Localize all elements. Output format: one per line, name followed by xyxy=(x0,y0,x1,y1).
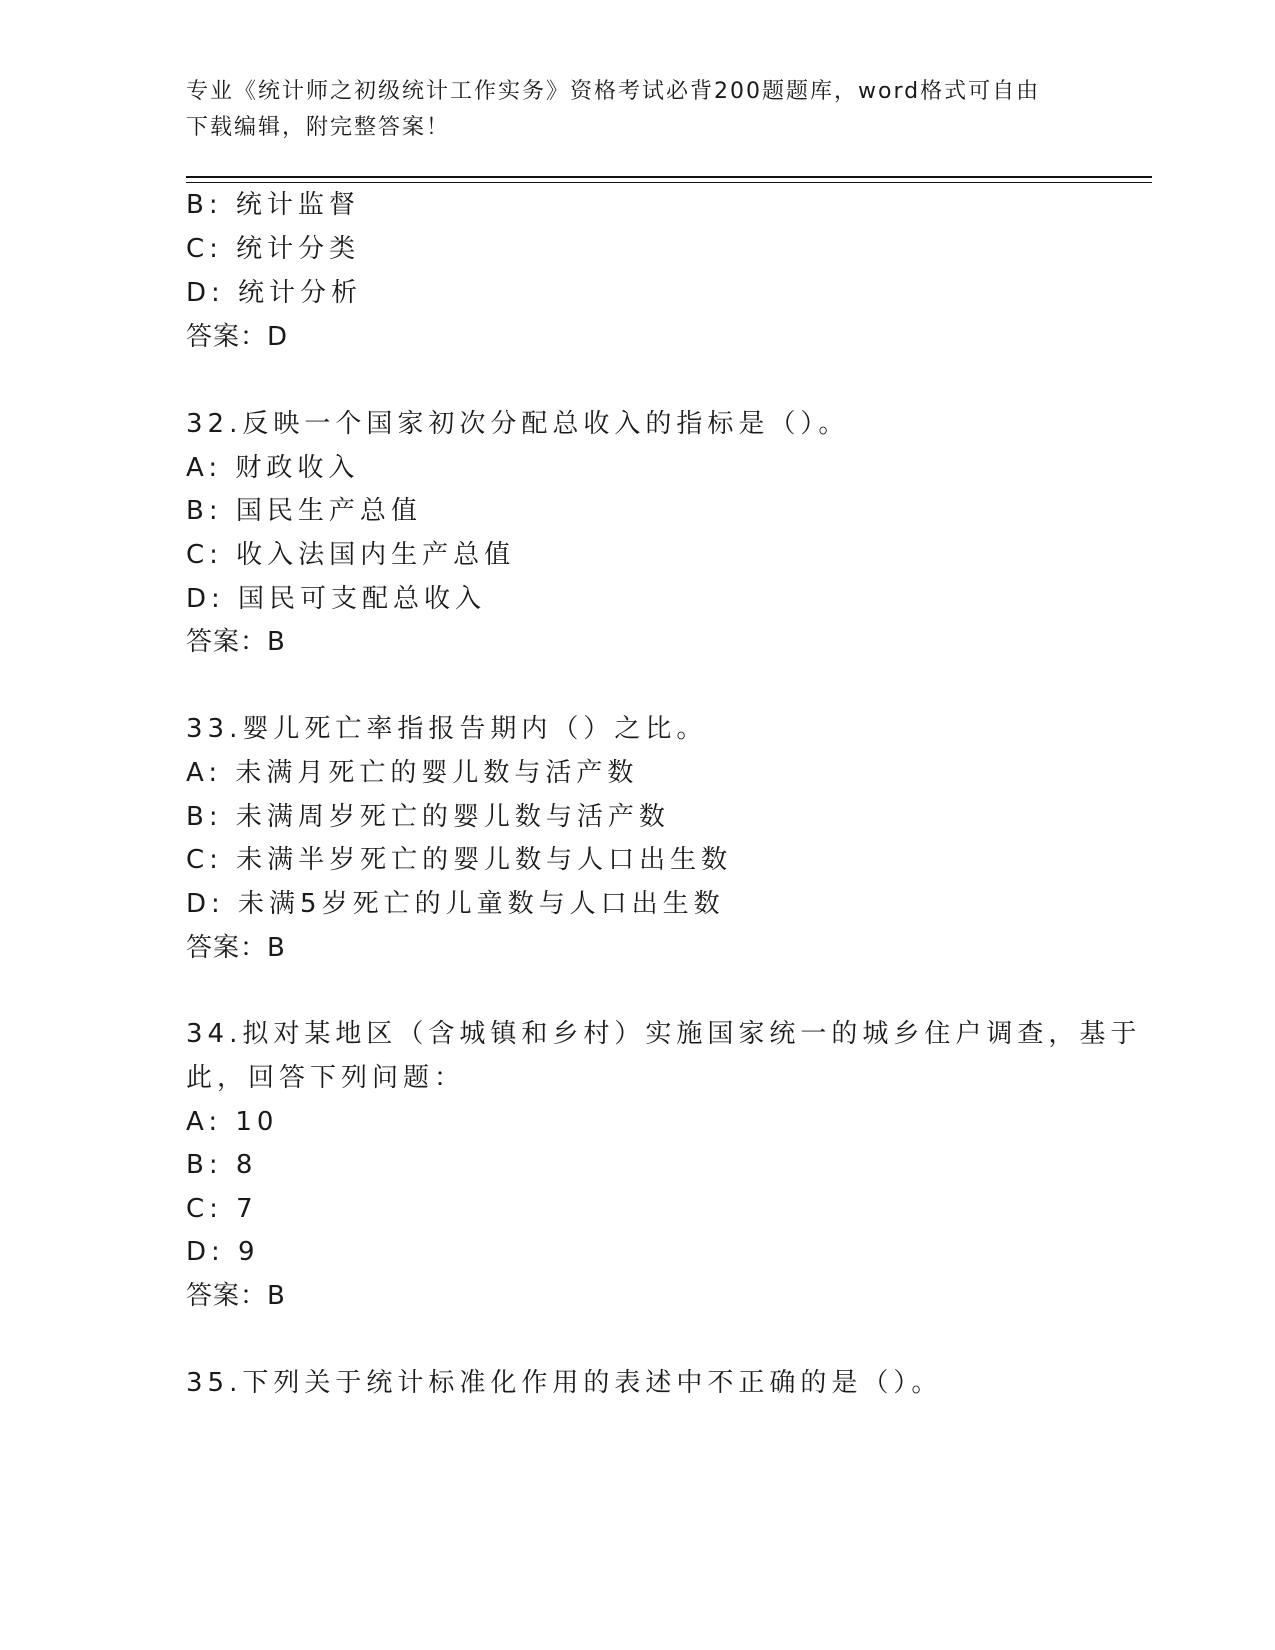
q34-option-d: D: 9 xyxy=(186,1237,260,1267)
q32-answer: 答案：B xyxy=(186,627,286,657)
q32-option-c: C: 收入法国内生产总值 xyxy=(186,540,516,570)
q31-option-c: C: 统计分类 xyxy=(186,234,361,264)
q32-stem: 32.反映一个国家初次分配总收入的指标是（）。 xyxy=(186,409,850,439)
header-line-1: 专业《统计师之初级统计工作实务》资格考试必背200题题库，word格式可自由 xyxy=(186,79,1041,104)
q33-option-b: B: 未满周岁死亡的婴儿数与活产数 xyxy=(186,802,670,832)
document-header xyxy=(186,74,1066,146)
q33-answer: 答案：B xyxy=(186,933,286,963)
q35-stem: 35.下列关于统计标准化作用的表述中不正确的是（）。 xyxy=(186,1368,943,1398)
q33-stem: 33.婴儿死亡率指报告期内（）之比。 xyxy=(186,714,708,744)
q32-option-b: B: 国民生产总值 xyxy=(186,496,422,526)
q33-option-a: A: 未满月死亡的婴儿数与活产数 xyxy=(186,758,639,788)
header-rule-thin xyxy=(186,182,1152,183)
q31-option-b: B: 统计监督 xyxy=(186,190,360,220)
q34-option-c: C: 7 xyxy=(186,1194,258,1224)
q34-stem-line-1: 34.拟对某地区（含城镇和乡村）实施国家统一的城乡住户调查，基于 xyxy=(186,1019,1142,1049)
q34-answer: 答案：B xyxy=(186,1281,286,1311)
q34-option-a: A: 10 xyxy=(186,1107,279,1137)
q32-option-d: D: 国民可支配总收入 xyxy=(186,584,487,614)
q34-stem-line-2: 此，回答下列问题： xyxy=(186,1063,466,1093)
q32-option-a: A: 财政收入 xyxy=(186,453,360,483)
header-rule-thick xyxy=(186,176,1152,178)
q33-option-d: D: 未满5岁死亡的儿童数与人口出生数 xyxy=(186,889,725,919)
q33-option-c: C: 未满半岁死亡的婴儿数与人口出生数 xyxy=(186,845,733,875)
q34-option-b: B: 8 xyxy=(186,1150,258,1180)
header-line-2: 下载编辑，附完整答案！ xyxy=(186,115,451,140)
q31-option-d: D: 统计分析 xyxy=(186,278,363,308)
q31-answer: 答案：D xyxy=(186,322,289,352)
